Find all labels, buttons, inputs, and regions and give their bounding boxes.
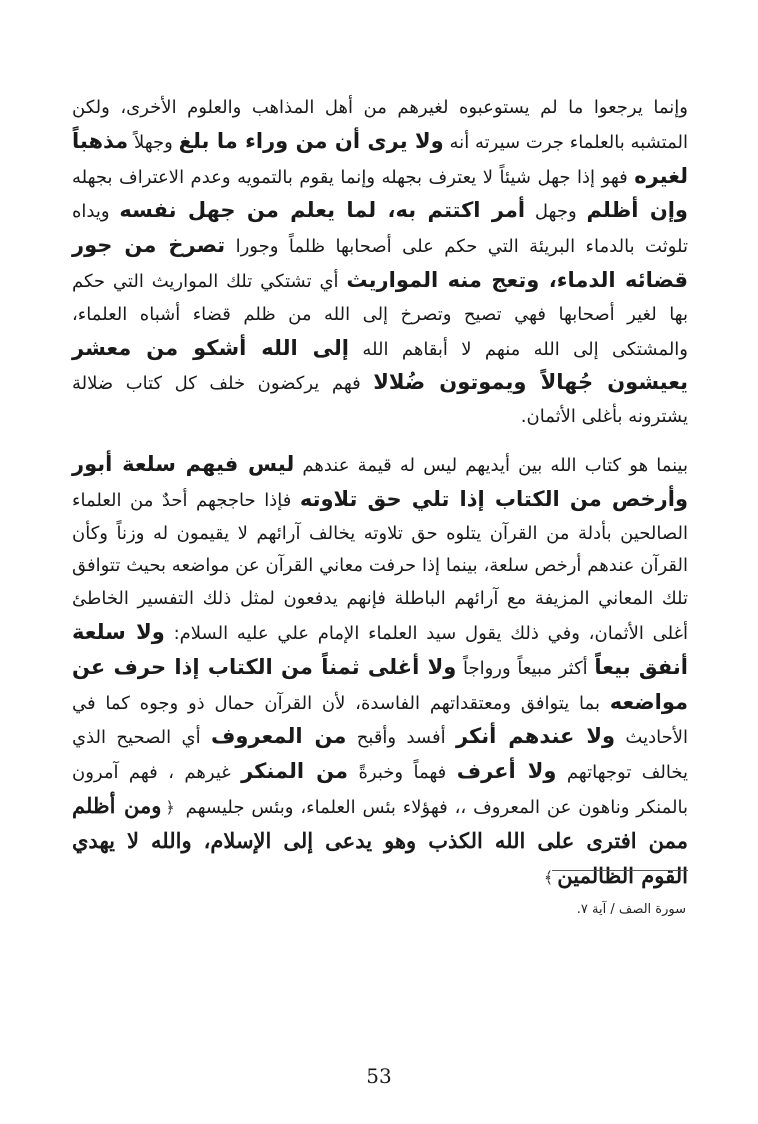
- text-run: أي تشتكي تلك المواريث التي حكم بها لغير أصحابها فهي تصيح وتصرخ إلى الله من ظلم قضاء أشباه العلماء، والمشتكى إلى الله منهم لا أبقاهم الله: [72, 270, 688, 360]
- text-run: فهم يركضون خلف كل كتاب ضلالة يشترونه بأغلى الأثمان.: [72, 373, 688, 428]
- bold-quote: أمر اكتتم به، لما يعلم من جهل نفسه: [119, 198, 526, 223]
- text-run: فإذا حاججهم أحدٌ من العلماء الصالحين بأدلة من القرآن يتلوه حق تلاوته يخالف آرائهم لا يقيمون له وزناً وكأن القرآن عندهم أرخص سلعة، بينما إذا حرفت معاني القرآن عن مواضعه بحيث تتوافق تلك المعاني المزيفة مع آرائهم الباطلة فإنهم يدفعون لمثل ذلك التفسير الخاطئ أغلى الأثمان، وفي ذلك يقول سيد العلماء الإمام علي عليه السلام:: [72, 489, 688, 644]
- quran-close-bracket: ﴾: [543, 867, 554, 887]
- bold-quote: إلى الله أشكو من معشر يعيشون جُهالاً ويموتون ضُلالا: [72, 335, 688, 395]
- bold-quote: تصرخ من جور قضائه الدماء، وتعج منه المواريث: [72, 233, 688, 292]
- text-run: وجهل: [525, 201, 587, 223]
- quran-open-bracket: ﴿: [165, 797, 175, 817]
- bold-quote: من المعروف: [211, 724, 347, 749]
- footnote: سورة الصف / آية ٧.: [576, 902, 686, 917]
- quran-verse: ومن أظلم ممن افترى على الله الكذب وهو يدعى إلى الإسلام، والله لا يهدي القوم الظالمين: [72, 792, 689, 888]
- bold-quote: ولا عندهم أنكر: [455, 724, 616, 749]
- bold-quote: ولا أغلى ثمناً من الكتاب إذا حرف عن مواضعه: [72, 654, 688, 714]
- page-number: 53: [366, 1064, 392, 1088]
- text-run: وجهلاً: [128, 131, 179, 153]
- paragraph-1: [72, 92, 688, 434]
- text-run: وإنما يرجعوا ما لم يستوعبوه لغيرهم من أهل المذاهب والعلوم الأخرى، ولكن المتشبه بالعلماء جرت سيرته أنه: [72, 97, 688, 153]
- bold-quote: وإن أظلم: [586, 198, 688, 223]
- bold-quote: ولا سلعة أنفق بيعاً: [72, 619, 689, 679]
- bold-quote: من المنكر: [241, 759, 349, 784]
- page-body: [72, 92, 688, 894]
- footnote-divider: [552, 870, 688, 871]
- text-run: أي الصحيح الذي يخالف توجهاتهم: [72, 727, 688, 784]
- bold-quote: ولا أعرف: [456, 759, 557, 784]
- text-run: أكثر مبيعاً ورواجاً: [456, 657, 595, 679]
- text-run: بما يتوافق ومعتقداتهم الفاسدة، لأن القرآن حمال ذو وجوه كما في الأحاديث: [72, 692, 688, 749]
- text-run: أفسد وأقبح: [346, 727, 456, 749]
- paragraph-2: [72, 448, 688, 894]
- bold-quote: ولا يرى أن من وراء ما بلغ: [178, 128, 444, 153]
- text-run: فهماً وخبرةً: [348, 762, 457, 784]
- text-run: غيرهم ، فهم آمرون بالمنكر وناهون عن المعروف ،، فهؤلاء بئس العلماء، وبئس جليسهم: [72, 762, 688, 818]
- bold-quote: مذهباً لغيره: [72, 128, 688, 188]
- text-run: ويداه تلوثت بالدماء البريئة التي حكم على أصحابها ظلماً وجورا: [72, 201, 688, 258]
- bold-quote: ليس فيهم سلعة أبور وأرخص من الكتاب إذا تلي حق تلاوته: [72, 451, 689, 511]
- text-run: فهو إذا جهل شيئاً لا يعترف بجهله وإنما يقوم بالتمويه وعدم الاعتراف بجهله: [72, 166, 635, 188]
- text-run: بينما هو كتاب الله بين أيديهم ليس له قيمة عندهم: [294, 454, 688, 476]
